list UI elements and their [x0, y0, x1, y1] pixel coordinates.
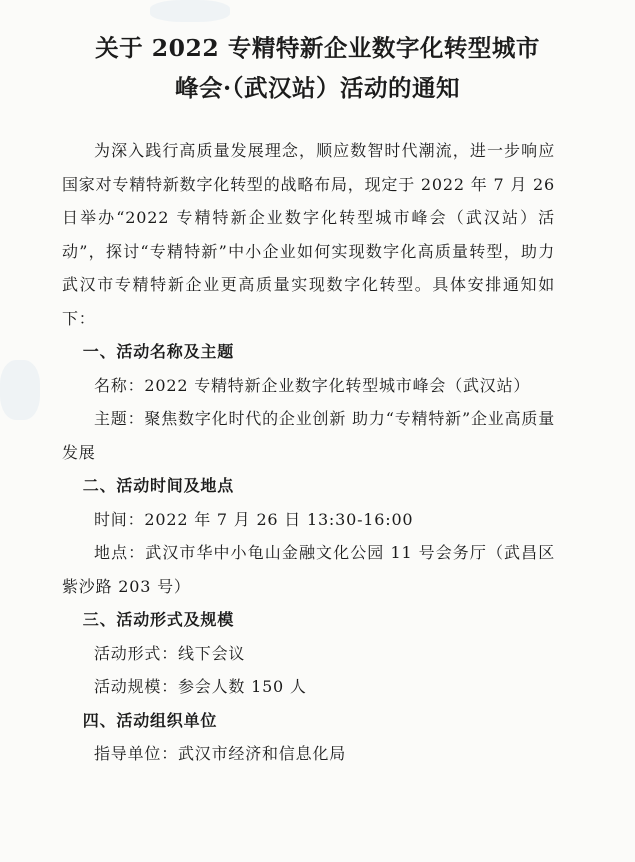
event-scale: 活动规模：参会人数 150 人 [94, 677, 307, 696]
section-3-heading: 三、活动形式及规模 [82, 610, 234, 629]
bleed-through-mark [0, 360, 40, 420]
bleed-through-mark [150, 0, 230, 22]
title-line-2: 峰会·（武汉站）活动的通知 [175, 74, 460, 102]
section-4-heading: 四、活动组织单位 [82, 710, 218, 730]
event-time: 时间：2022 年 7 月 26 日 13:30-16:00 [94, 509, 414, 529]
event-form: 活动形式：线下会议 [94, 643, 246, 663]
guide-unit: 指导单位：武汉市经济和信息化局 [94, 744, 347, 763]
document-title [0, 28, 635, 108]
section-1-heading: 一、活动名称及主题 [82, 342, 234, 361]
document-body [62, 134, 555, 771]
event-theme: 主题：聚焦数字化时代的企业创新 助力“专精特新”企业高质量发展 [62, 409, 555, 462]
section-2-heading: 二、活动时间及地点 [82, 476, 234, 495]
event-place: 地点：武汉市华中小龟山金融文化公园 11 号会务厅（武昌区紫沙路 203 号） [62, 543, 555, 596]
event-name: 名称：2022 专精特新企业数字化转型城市峰会（武汉站） [94, 375, 531, 395]
title-line-1: 关于 2022 专精特新企业数字化转型城市 [95, 34, 540, 62]
intro-paragraph: 为深入践行高质量发展理念，顺应数智时代潮流，进一步响应国家对专精特新数字化转型的战略布局，现定于 2022 年 7 月 26 日举办“2022 专精特新企业数字化转型城市峰会（武汉站）活动”，探讨“专精特新”中小企业如何实现数字化高质量转型，助力武汉市专精特新企业更高质量实现数字化转型。具体安排通知如下： [62, 141, 555, 328]
